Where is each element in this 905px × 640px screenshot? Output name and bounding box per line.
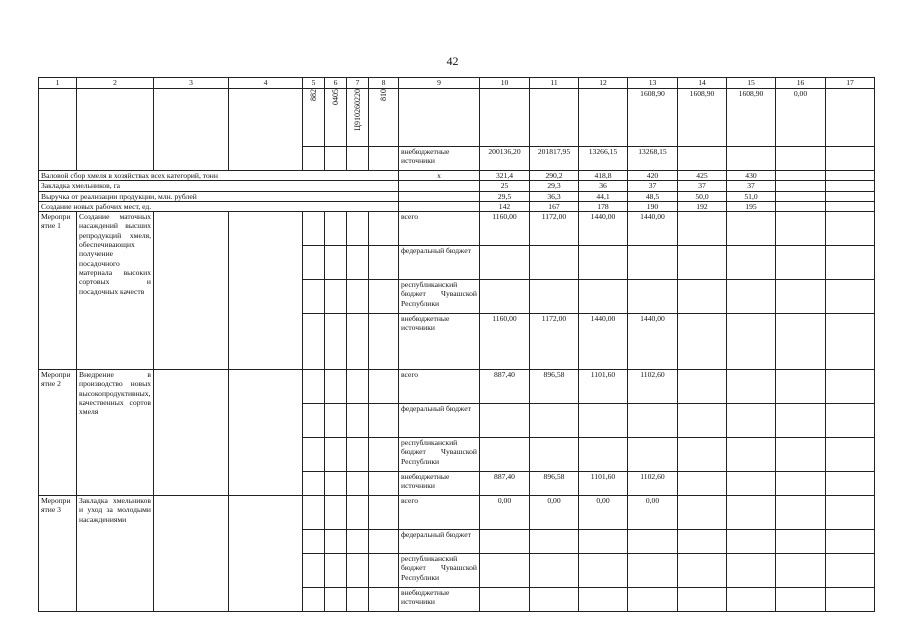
- table-cell: [776, 280, 826, 314]
- value-cell: 887,40: [480, 472, 530, 496]
- funding-source: внебюджетные источники: [399, 147, 480, 171]
- table-cell: [776, 438, 826, 472]
- table-cell: [369, 404, 399, 438]
- table-cell: [347, 496, 369, 530]
- table-cell: [776, 588, 826, 612]
- table-cell: [727, 588, 776, 612]
- value-cell: 1101,60: [579, 472, 628, 496]
- table-cell: [727, 147, 776, 171]
- table-cell: [303, 554, 325, 588]
- table-cell: [229, 370, 303, 496]
- code-cell: [347, 89, 369, 147]
- table-cell: [369, 147, 399, 171]
- value-cell: [579, 280, 628, 314]
- table-cell: [826, 89, 875, 147]
- indicator-row: [39, 201, 875, 211]
- measure-row: [39, 496, 875, 530]
- table-cell: [826, 147, 875, 171]
- column-number: 12: [579, 78, 628, 89]
- column-number: 7: [347, 78, 369, 89]
- table-cell: [347, 212, 369, 246]
- value-cell: 167: [530, 201, 579, 211]
- value-cell: 0,00: [628, 496, 678, 530]
- table-cell: [678, 404, 727, 438]
- table-cell: [678, 314, 727, 370]
- table-cell: [325, 438, 347, 472]
- table-cell: [678, 147, 727, 171]
- table-cell: [369, 314, 399, 370]
- column-number: 11: [530, 78, 579, 89]
- indicator-name: Выручка от реализации продукции, млн. рублей: [39, 191, 399, 201]
- value-cell: 290,2: [530, 171, 579, 181]
- table-cell: [303, 314, 325, 370]
- table-cell: [347, 314, 369, 370]
- column-number: 4: [229, 78, 303, 89]
- table-cell: [776, 554, 826, 588]
- column-number: 17: [826, 78, 875, 89]
- value-cell: 200136,20: [480, 147, 530, 171]
- value-cell: [579, 438, 628, 472]
- value-cell: 29,5: [480, 191, 530, 201]
- table-cell: [325, 530, 347, 554]
- table-cell: [303, 496, 325, 530]
- table-cell: [579, 89, 628, 147]
- measure-name: Создание маточных насаждений высших репродукций хмеля, обеспечивающих получение посадочного материала высоких сортовых и посадочных качеств: [77, 212, 154, 370]
- funding-source: федеральный бюджет: [399, 530, 480, 554]
- value-cell: 887,40: [480, 370, 530, 404]
- funding-source: внебюджетные источники: [399, 314, 480, 370]
- table-cell: [678, 370, 727, 404]
- table-cell: [154, 212, 229, 370]
- table-cell: [826, 588, 875, 612]
- measure-label: Мероприятие 1: [39, 212, 77, 370]
- table-cell: [325, 404, 347, 438]
- table-cell: [678, 212, 727, 246]
- indicator-row: [39, 171, 875, 181]
- table-cell: [776, 181, 826, 191]
- table-cell: [727, 314, 776, 370]
- value-cell: [480, 280, 530, 314]
- table-cell: [347, 370, 369, 404]
- table-cell: [776, 246, 826, 280]
- value-cell: 142: [480, 201, 530, 211]
- value-cell: 1160,00: [480, 212, 530, 246]
- program-table: [38, 77, 875, 612]
- table-cell: [727, 472, 776, 496]
- value-cell: 430: [727, 171, 776, 181]
- value-cell: [579, 554, 628, 588]
- table-cell: [303, 212, 325, 246]
- funding-source: республиканский бюджет Чувашской Республики: [399, 554, 480, 588]
- table-cell: [727, 530, 776, 554]
- table-cell: [678, 588, 727, 612]
- value-cell: [530, 588, 579, 612]
- measure-name: Закладка хмельников и уход за молодыми насаждениями: [77, 496, 154, 612]
- value-cell: 37: [678, 181, 727, 191]
- value-cell: 195: [727, 201, 776, 211]
- table-cell: [776, 314, 826, 370]
- value-cell: [579, 530, 628, 554]
- value-cell: [579, 404, 628, 438]
- column-number: 3: [154, 78, 229, 89]
- table-cell: [678, 496, 727, 530]
- value-cell: 321,4: [480, 171, 530, 181]
- page-number: 42: [446, 54, 459, 68]
- table-cell: [347, 147, 369, 171]
- table-cell: [826, 438, 875, 472]
- code-cell: [303, 89, 325, 147]
- column-number: 14: [678, 78, 727, 89]
- value-cell: 0,00: [579, 496, 628, 530]
- value-cell: [530, 404, 579, 438]
- table-cell: [303, 530, 325, 554]
- funding-source: федеральный бюджет: [399, 404, 480, 438]
- value-cell: 1608,90: [628, 89, 678, 147]
- value-cell: 1172,00: [530, 212, 579, 246]
- table-cell: [154, 370, 229, 496]
- table-cell: [229, 496, 303, 612]
- value-cell: 37: [628, 181, 678, 191]
- table-cell: [303, 588, 325, 612]
- value-cell: [480, 438, 530, 472]
- table-cell: [303, 246, 325, 280]
- value-cell: [628, 438, 678, 472]
- column-number: 1: [39, 78, 77, 89]
- indicator-unit: [399, 201, 480, 211]
- table-cell: [325, 370, 347, 404]
- value-cell: 418,8: [579, 171, 628, 181]
- value-cell: [530, 246, 579, 280]
- vertical-code: 882: [308, 89, 318, 101]
- value-cell: [628, 554, 678, 588]
- table-cell: [347, 472, 369, 496]
- table-cell: [325, 496, 347, 530]
- value-cell: 1440,00: [628, 212, 678, 246]
- value-cell: 25: [480, 181, 530, 191]
- table-cell: [303, 404, 325, 438]
- table-cell: [369, 212, 399, 246]
- table-cell: [347, 530, 369, 554]
- table-cell: [678, 530, 727, 554]
- table-cell: [369, 246, 399, 280]
- value-cell: 37: [727, 181, 776, 191]
- funding-source: внебюджетные источники: [399, 472, 480, 496]
- funding-source: всего: [399, 212, 480, 246]
- value-cell: 1440,00: [579, 314, 628, 370]
- value-cell: [480, 554, 530, 588]
- table-cell: [369, 554, 399, 588]
- column-number: 9: [399, 78, 480, 89]
- table-cell: [39, 89, 77, 171]
- value-cell: 896,58: [530, 370, 579, 404]
- value-cell: 13268,15: [628, 147, 678, 171]
- table-cell: [325, 246, 347, 280]
- table-cell: [303, 438, 325, 472]
- table-cell: [826, 314, 875, 370]
- table-cell: [369, 496, 399, 530]
- table-cell: [154, 89, 229, 171]
- value-cell: 1608,90: [727, 89, 776, 147]
- value-cell: 0,00: [480, 496, 530, 530]
- table-cell: [776, 496, 826, 530]
- value-cell: 29,3: [530, 181, 579, 191]
- value-cell: 0,00: [530, 496, 579, 530]
- vertical-code: 810: [378, 89, 388, 101]
- table-cell: [303, 370, 325, 404]
- table-cell: [325, 280, 347, 314]
- table-cell: [77, 89, 154, 171]
- table-cell: [776, 191, 826, 201]
- table-row: [39, 89, 875, 147]
- table-cell: [826, 201, 875, 211]
- funding-source: внебюджетные источники: [399, 588, 480, 612]
- table-cell: [826, 191, 875, 201]
- table-cell: [727, 404, 776, 438]
- value-cell: 178: [579, 201, 628, 211]
- indicator-name: Создание новых рабочих мест, ед.: [39, 201, 399, 211]
- value-cell: [530, 554, 579, 588]
- value-cell: 425: [678, 171, 727, 181]
- table-cell: [826, 530, 875, 554]
- value-cell: 420: [628, 171, 678, 181]
- table-cell: [727, 370, 776, 404]
- indicator-row: [39, 191, 875, 201]
- value-cell: [628, 404, 678, 438]
- table-cell: [347, 280, 369, 314]
- value-cell: 48,5: [628, 191, 678, 201]
- column-number: 10: [480, 78, 530, 89]
- value-cell: 36: [579, 181, 628, 191]
- table-cell: [776, 147, 826, 171]
- table-cell: [678, 246, 727, 280]
- table-cell: [347, 554, 369, 588]
- value-cell: 0,00: [776, 89, 826, 147]
- indicator-name: Валовой сбор хмеля в хозяйствах всех категорий, тонн: [39, 171, 399, 181]
- column-number: 6: [325, 78, 347, 89]
- table-cell: [727, 212, 776, 246]
- table-cell: [325, 147, 347, 171]
- table-cell: [776, 201, 826, 211]
- table-cell: [826, 171, 875, 181]
- table-cell: [727, 438, 776, 472]
- value-cell: 1101,60: [579, 370, 628, 404]
- table-cell: [678, 438, 727, 472]
- table-cell: [826, 404, 875, 438]
- value-cell: [480, 246, 530, 280]
- value-cell: 192: [678, 201, 727, 211]
- indicator-name: Закладка хмельников, га: [39, 181, 399, 191]
- funding-source: всего: [399, 370, 480, 404]
- table-cell: [369, 588, 399, 612]
- table-cell: [826, 246, 875, 280]
- value-cell: [628, 280, 678, 314]
- value-cell: 1160,00: [480, 314, 530, 370]
- table-cell: [325, 212, 347, 246]
- value-cell: 201817,95: [530, 147, 579, 171]
- table-cell: [325, 314, 347, 370]
- table-cell: [826, 212, 875, 246]
- value-cell: 190: [628, 201, 678, 211]
- table-cell: [530, 89, 579, 147]
- value-cell: 44,1: [579, 191, 628, 201]
- table-cell: [727, 496, 776, 530]
- value-cell: [480, 588, 530, 612]
- indicator-unit: [399, 191, 480, 201]
- funding-source: республиканский бюджет Чувашской Республики: [399, 280, 480, 314]
- table-cell: [229, 212, 303, 370]
- table-cell: [347, 438, 369, 472]
- table-cell: [154, 496, 229, 612]
- indicator-unit: х: [399, 171, 480, 181]
- table-cell: [369, 370, 399, 404]
- table-cell: [678, 554, 727, 588]
- value-cell: 896,58: [530, 472, 579, 496]
- value-cell: 1440,00: [579, 212, 628, 246]
- table-cell: [303, 280, 325, 314]
- column-number: 2: [77, 78, 154, 89]
- value-cell: 51,0: [727, 191, 776, 201]
- measure-name: Внедрение в производство новых высокопродуктивных, качественных сортов хмеля: [77, 370, 154, 496]
- table-cell: [826, 496, 875, 530]
- table-cell: [325, 472, 347, 496]
- column-number: 16: [776, 78, 826, 89]
- table-cell: [776, 530, 826, 554]
- column-number: 5: [303, 78, 325, 89]
- measure-row: [39, 370, 875, 404]
- column-number: 13: [628, 78, 678, 89]
- table-cell: [229, 89, 303, 171]
- value-cell: 1102,60: [628, 370, 678, 404]
- value-cell: 36,3: [530, 191, 579, 201]
- table-cell: [303, 147, 325, 171]
- column-number: 8: [369, 78, 399, 89]
- table-cell: [776, 212, 826, 246]
- value-cell: [530, 438, 579, 472]
- table-cell: [347, 246, 369, 280]
- table-cell: [826, 554, 875, 588]
- table-cell: [347, 404, 369, 438]
- indicator-row: [39, 181, 875, 191]
- table-cell: [399, 89, 480, 147]
- table-cell: [369, 472, 399, 496]
- value-cell: [480, 530, 530, 554]
- column-number: 15: [727, 78, 776, 89]
- value-cell: [480, 404, 530, 438]
- table-cell: [303, 472, 325, 496]
- indicator-unit: [399, 181, 480, 191]
- table-cell: [369, 438, 399, 472]
- table-cell: [347, 588, 369, 612]
- funding-source: федеральный бюджет: [399, 246, 480, 280]
- header-row: [39, 78, 875, 89]
- value-cell: [530, 530, 579, 554]
- code-cell: [369, 89, 399, 147]
- table-cell: [776, 171, 826, 181]
- table-cell: [727, 246, 776, 280]
- value-cell: [628, 588, 678, 612]
- value-cell: [530, 280, 579, 314]
- value-cell: 1608,90: [678, 89, 727, 147]
- table-cell: [776, 472, 826, 496]
- value-cell: [628, 530, 678, 554]
- table-cell: [727, 554, 776, 588]
- table-cell: [325, 554, 347, 588]
- table-cell: [325, 588, 347, 612]
- vertical-code: Ц910260220: [352, 89, 362, 131]
- table-cell: [826, 370, 875, 404]
- table-cell: [369, 280, 399, 314]
- table-cell: [727, 280, 776, 314]
- value-cell: 1440,00: [628, 314, 678, 370]
- table-cell: [826, 472, 875, 496]
- table-cell: [826, 181, 875, 191]
- table-cell: [776, 370, 826, 404]
- value-cell: 1172,00: [530, 314, 579, 370]
- value-cell: [579, 588, 628, 612]
- measure-row: [39, 212, 875, 246]
- funding-source: республиканский бюджет Чувашской Республики: [399, 438, 480, 472]
- code-cell: [325, 89, 347, 147]
- measure-label: Мероприятие 3: [39, 496, 77, 612]
- table-cell: [826, 280, 875, 314]
- value-cell: [579, 246, 628, 280]
- value-cell: 1102,60: [628, 472, 678, 496]
- funding-source: всего: [399, 496, 480, 530]
- value-cell: [628, 246, 678, 280]
- table-cell: [480, 89, 530, 147]
- table-cell: [678, 280, 727, 314]
- table-cell: [776, 404, 826, 438]
- table-cell: [369, 530, 399, 554]
- value-cell: 13266,15: [579, 147, 628, 171]
- value-cell: 50,0: [678, 191, 727, 201]
- table-cell: [678, 472, 727, 496]
- vertical-code: 0405: [330, 89, 340, 105]
- measure-label: Мероприятие 2: [39, 370, 77, 496]
